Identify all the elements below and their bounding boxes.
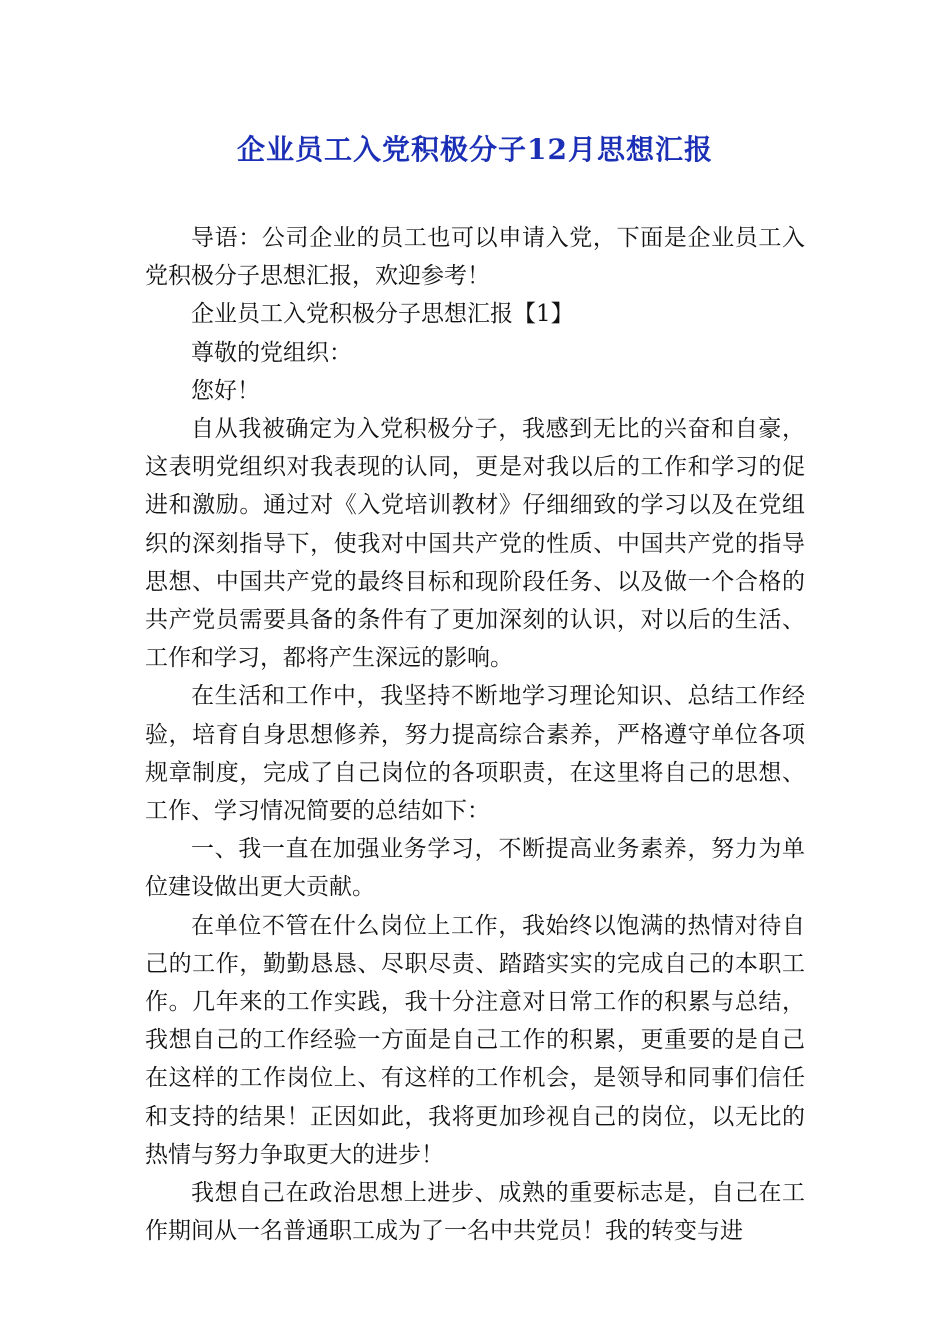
body-paragraph: 在单位不管在什么岗位上工作，我始终以饱满的热情对待自己的工作，勤勤恳恳、尽职尽责、踏踏实实的完成自己的本职工作。几年来的工作实践，我十分注意对日常工作的积累与总结，我想自己的工作经验一方面是自己工作的积累，更重要的是自己在这样的工作岗位上、有这样的工作机会，是领导和同事们信任和支持的结果！正因如此，我将更加珍视自己的岗位，以无比的热情与努力争取更大的进步！: [145, 912, 805, 1168]
greeting: 您好！: [191, 377, 260, 404]
document-title: 企业员工入党积极分子12月思想汇报: [237, 133, 713, 166]
intro-paragraph: 导语：公司企业的员工也可以申请入党，下面是企业员工入党积极分子思想汇报，欢迎参考！: [145, 225, 805, 290]
document-body: [145, 219, 805, 1250]
body-paragraph: 我想自己在政治思想上进步、成熟的重要标志是，自己在工作期间从一名普通职工成为了一名中共党员！我的转变与进: [145, 1180, 805, 1245]
body-paragraph: 在生活和工作中，我坚持不断地学习理论知识、总结工作经验，培育自身思想修养，努力提高综合素养，严格遵守单位各项规章制度，完成了自己岗位的各项职责，在这里将自己的思想、工作、学习情况简要的总结如下：: [145, 683, 805, 825]
section-heading: 企业员工入党积极分子思想汇报【1】: [191, 301, 574, 328]
salutation: 尊敬的党组织：: [191, 339, 352, 366]
body-paragraph: 自从我被确定为入党积极分子，我感到无比的兴奋和自豪，这表明党组织对我表现的认同，更是对我以后的工作和学习的促进和激励。通过对《入党培训教材》仔细细致的学习以及在党组织的深刻指导下，使我对中国共产党的性质、中国共产党的指导思想、中国共产党的最终目标和现阶段任务、以及做一个合格的共产党员需要具备的条件有了更加深刻的认识，对以后的生活、工作和学习，都将产生深远的影响。: [145, 416, 805, 672]
numbered-point: 一、我一直在加强业务学习，不断提高业务素养，努力为单位建设做出更大贡献。: [145, 836, 805, 901]
